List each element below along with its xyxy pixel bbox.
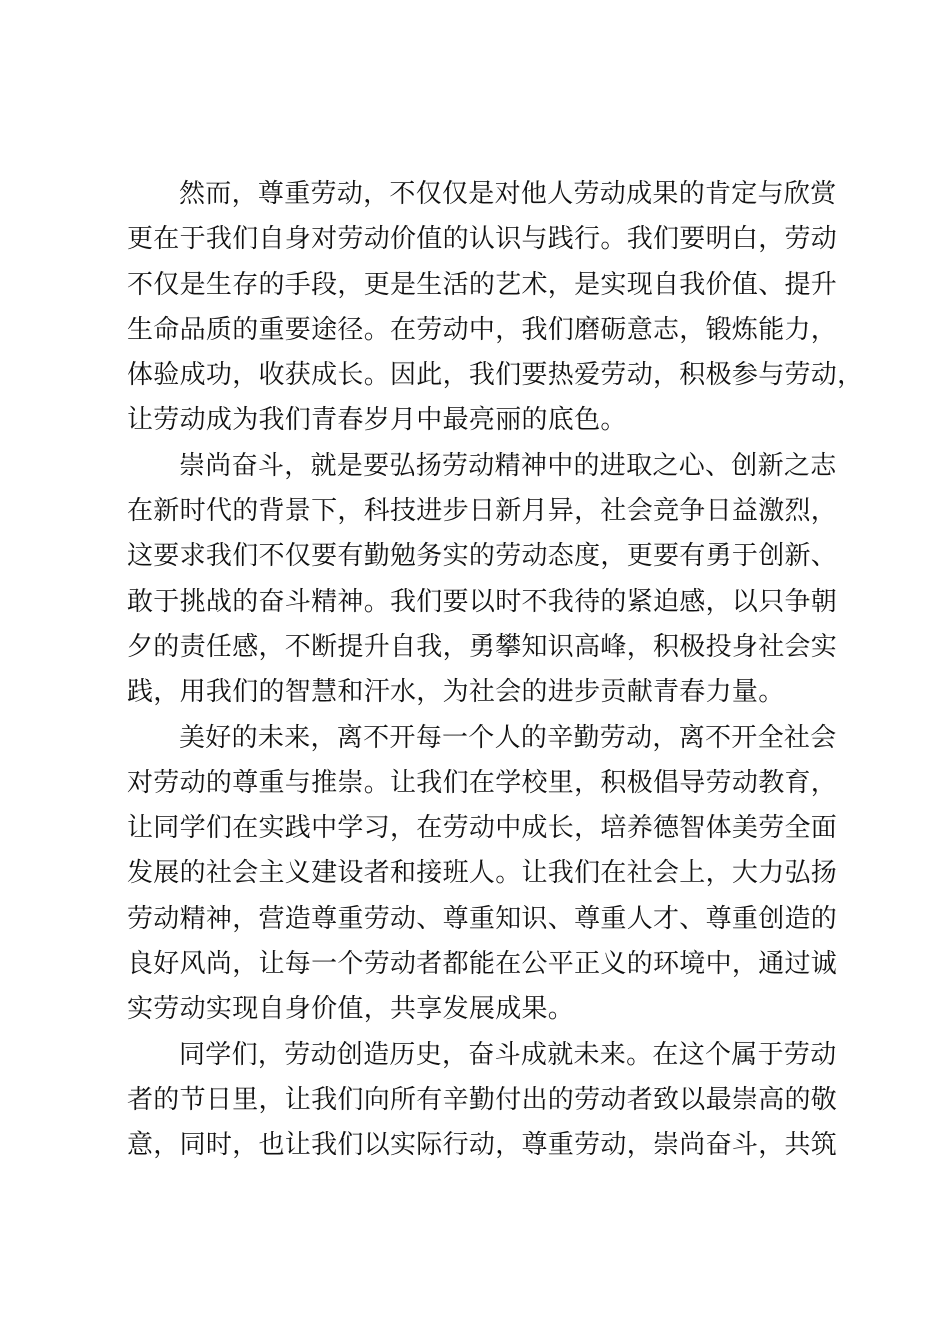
paragraph-2: [127, 444, 837, 716]
text-line: 让同学们在实践中学习，在劳动中成长，培养德智体美劳全面: [127, 813, 838, 844]
text-line: 然而，尊重劳动，不仅仅是对他人劳动成果的肯定与欣赏: [179, 179, 837, 209]
text-line: 不仅是生存的手段，更是生活的艺术，是实现自我价值、提升: [127, 269, 838, 300]
paragraph-4: [127, 1033, 837, 1169]
text-line: 夕的责任感，不断提升自我，勇攀知识高峰，积极投身社会实: [127, 631, 838, 662]
text-line: 践，用我们的智慧和汗水，为社会的进步贡献青春力量。: [127, 677, 785, 708]
text-line: 意，同时，也让我们以实际行动，尊重劳动，崇尚奋斗，共筑: [127, 1130, 838, 1161]
text-line: 生命品质的重要途径。在劳动中，我们磨砺意志，锻炼能力，: [127, 314, 838, 345]
text-line: 同学们，劳动创造历史，奋斗成就未来。在这个属于劳动: [179, 1039, 837, 1070]
paragraph-3: [127, 716, 837, 1033]
text-line: 更在于我们自身对劳动价值的认识与践行。我们要明白，劳动: [127, 224, 838, 255]
text-line: 发展的社会主义建设者和接班人。让我们在社会上，大力弘扬: [127, 858, 838, 889]
text-line: 这要求我们不仅要有勤勉务实的劳动态度，更要有勇于创新、: [127, 541, 838, 572]
text-line: 劳动精神，营造尊重劳动、尊重知识、尊重人才、尊重创造的: [127, 903, 838, 934]
text-line: 让劳动成为我们青春岁月中最亮丽的底色。: [127, 405, 627, 436]
text-line: 者的节日里，让我们向所有辛勤付出的劳动者致以最崇高的敬: [127, 1084, 838, 1115]
text-line: 在新时代的背景下，科技进步日新月异，社会竞争日益激烈，: [127, 496, 838, 527]
text-line: 体验成功，收获成长。因此，我们要热爱劳动，积极参与劳动，: [127, 360, 864, 391]
text-line: 对劳动的尊重与推崇。让我们在学校里，积极倡导劳动教育，: [127, 767, 838, 798]
text-line: 美好的未来，离不开每一个人的辛勤劳动，离不开全社会: [179, 722, 837, 753]
paragraph-1: [127, 172, 864, 444]
text-line: 实劳动实现自身价值，共享发展成果。: [127, 994, 575, 1025]
text-line: 崇尚奋斗，就是要弘扬劳动精神中的进取之心、创新之志: [179, 450, 837, 481]
text-line: 良好风尚，让每一个劳动者都能在公平正义的环境中，通过诚: [127, 949, 838, 980]
text-line: 敢于挑战的奋斗精神。我们要以时不我待的紧迫感，以只争朝: [127, 586, 838, 617]
document-body: [127, 172, 864, 1169]
